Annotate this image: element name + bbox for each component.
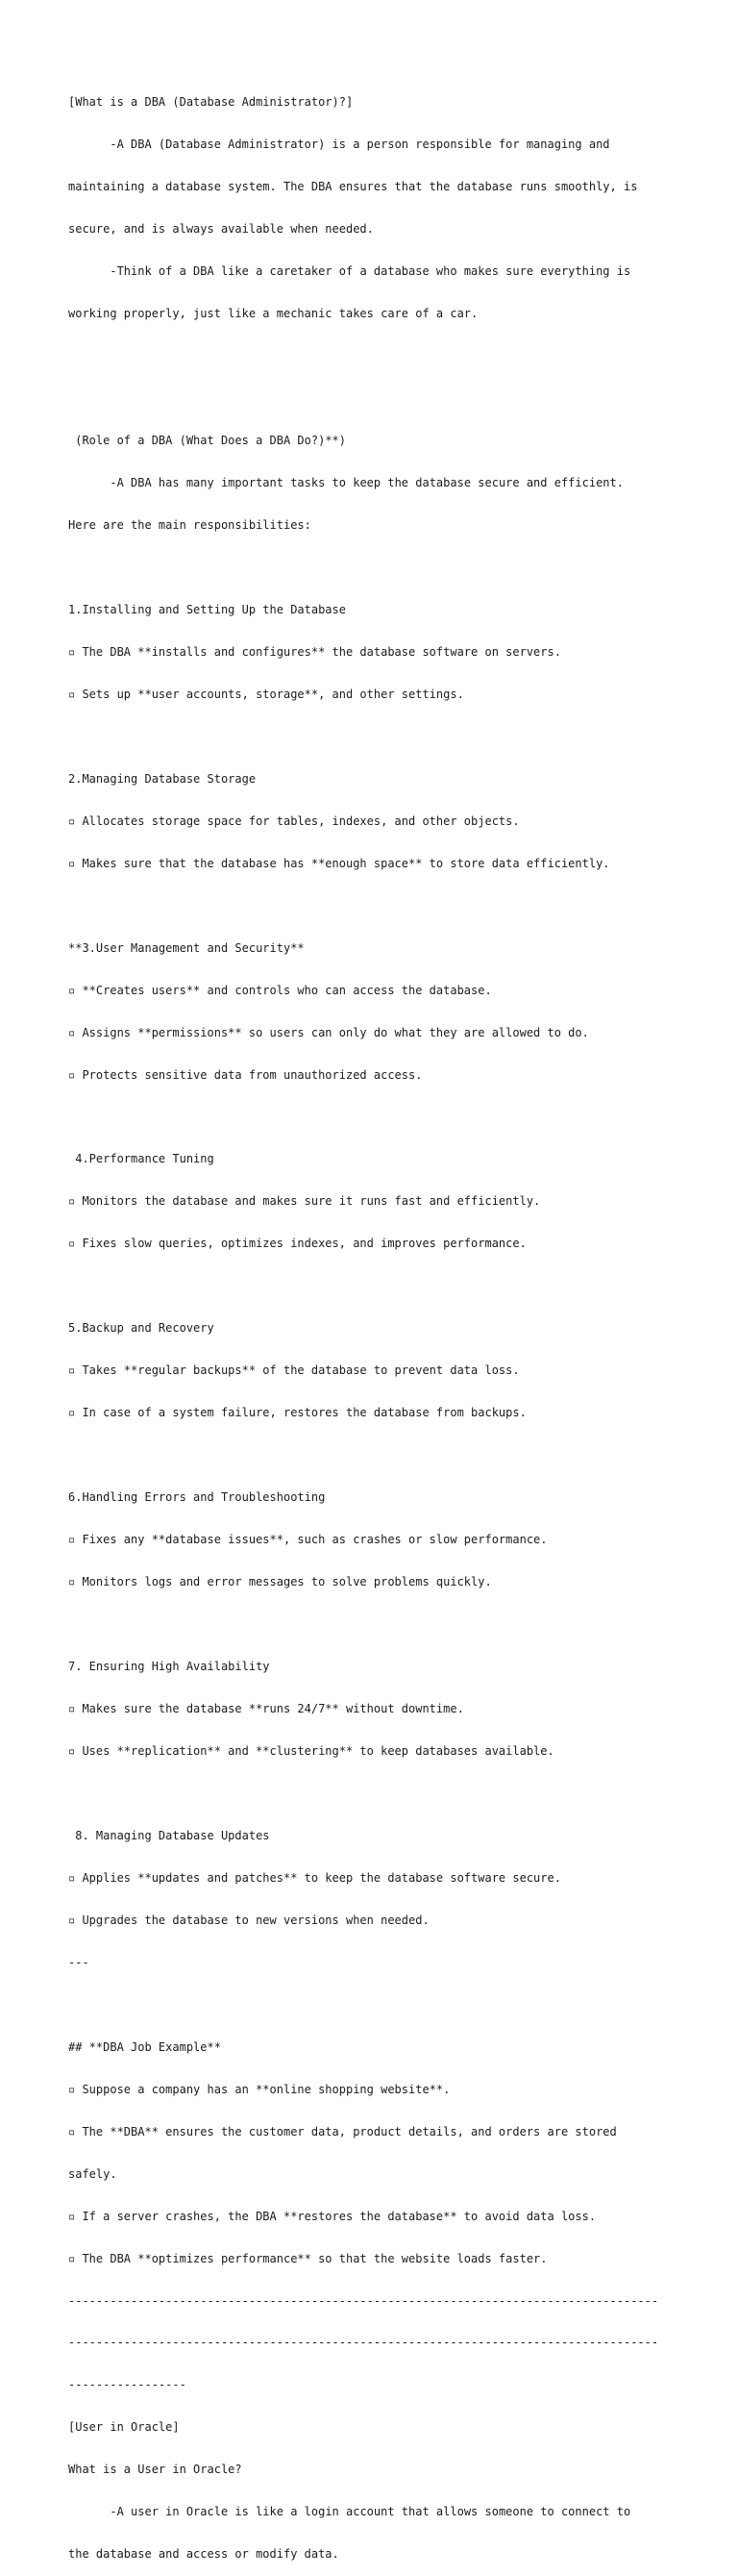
text-line: the database and access or modify data.: [68, 2547, 339, 2562]
text-line: 6.Handling Errors and Troubleshooting: [68, 1490, 326, 1505]
text-line: ---: [68, 1955, 89, 1969]
text-line: ▫ In case of a system failure, restores the database from backups.: [68, 1406, 527, 1420]
text-line: [68, 899, 674, 913]
text-line: ▫ Takes **regular backups** of the database to prevent data loss.: [68, 1363, 520, 1378]
text-line: -------------------------------------------------------------------------------------: [68, 2336, 659, 2350]
text-line: -Think of a DBA like a caretaker of a database who makes sure everything is: [68, 264, 631, 279]
text-line: 7. Ensuring High Availability: [68, 1660, 270, 1674]
text-line: ▫ The **DBA** ensures the customer data, product details, and orders are stored: [68, 2124, 617, 2138]
text-line: ▫ Uses **replication** and **clustering** to keep databases available.: [68, 1743, 554, 1758]
text-line: ## **DBA Job Example**: [68, 2039, 221, 2054]
text-line: secure, and is always available when needed.: [68, 222, 374, 237]
text-line: ▫ Protects sensitive data from unauthorized access.: [68, 1067, 423, 1082]
text-line: [68, 391, 674, 406]
text-line: ▫ If a server crashes, the DBA **restores the database** to avoid data loss.: [68, 2209, 597, 2223]
text-line: ▫ Makes sure that the database has **enough space** to store data efficiently.: [68, 856, 610, 870]
text-line: [What is a DBA (Database Administrator)?]: [68, 95, 354, 110]
text-line: What is a User in Oracle?: [68, 2463, 242, 2477]
text-line: ▫ Allocates storage space for tables, indexes, and other objects.: [68, 813, 520, 828]
text-line: -A DBA has many important tasks to keep the database secure and efficient.: [68, 476, 624, 489]
text-line: [68, 1617, 674, 1632]
document-page: [68, 67, 674, 2576]
text-line: 8. Managing Database Updates: [68, 1828, 270, 1842]
text-line: ▫ **Creates users** and controls who can access the database.: [68, 983, 492, 997]
text-line: [68, 1110, 674, 1124]
text-line: maintaining a database system. The DBA ensures that the database runs smoothly, is: [68, 180, 638, 194]
text-line: -----------------: [68, 2378, 186, 2392]
text-line: 4.Performance Tuning: [68, 1152, 214, 1166]
text-line: ▫ Upgrades the database to new versions when needed.: [68, 1913, 430, 1927]
text-line: ▫ Sets up **user accounts, storage**, and other settings.: [68, 687, 464, 701]
text-line: **3.User Management and Security**: [68, 940, 305, 955]
text-line: [68, 1279, 674, 1293]
text-line: [68, 730, 674, 744]
text-line: 1.Installing and Setting Up the Database: [68, 602, 346, 616]
text-line: 2.Managing Database Storage: [68, 771, 257, 786]
text-line: ▫ Assigns **permissions** so users can only do what they are allowed to do.: [68, 1025, 589, 1039]
text-line: [User in Oracle]: [68, 2420, 180, 2435]
text-line: safely.: [68, 2166, 117, 2181]
text-line: -------------------------------------------------------------------------------------: [68, 2293, 659, 2308]
text-line: ▫ The DBA **optimizes performance** so that the website loads faster.: [68, 2251, 548, 2265]
text-line: working properly, just like a mechanic takes care of a car.: [68, 307, 479, 321]
text-line: [68, 1787, 674, 1801]
text-line: ▫ The DBA **installs and configures** the database software on servers.: [68, 644, 561, 659]
text-line: ▫ Monitors logs and error messages to solve problems quickly.: [68, 1575, 492, 1589]
text-line: -A user in Oracle is like a login account that allows someone to connect to: [68, 2505, 631, 2519]
text-line: ▫ Suppose a company has an **online shopping website**.: [68, 2082, 451, 2096]
text-line: ▫ Fixes any **database issues**, such as crashes or slow performance.: [68, 1533, 548, 1547]
text-line: ▫ Monitors the database and makes sure it runs fast and efficiently.: [68, 1194, 541, 1209]
text-line: [68, 561, 674, 575]
text-line: [68, 1448, 674, 1463]
text-line: ▫ Makes sure the database **runs 24/7** without downtime.: [68, 1701, 464, 1715]
text-line: (Role of a DBA (What Does a DBA Do?)**): [68, 434, 346, 448]
text-line: ▫ Fixes slow queries, optimizes indexes, and improves performance.: [68, 1237, 527, 1251]
text-line: [68, 349, 674, 363]
text-line: 5.Backup and Recovery: [68, 1321, 214, 1336]
text-line: Here are the main responsibilities:: [68, 517, 311, 532]
text-line: ▫ Applies **updates and patches** to keep the database software secure.: [68, 1870, 561, 1885]
text-line: [68, 1998, 674, 2013]
text-line: -A DBA (Database Administrator) is a person responsible for managing and: [68, 138, 610, 152]
